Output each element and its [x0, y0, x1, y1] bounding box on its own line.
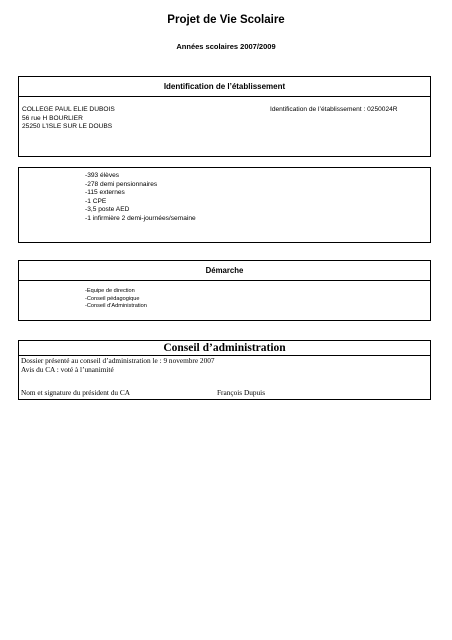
- stats-item: -1 infirmière 2 demi-journées/semaine: [85, 214, 196, 222]
- signature-label: Nom et signature du président du CA: [21, 388, 131, 397]
- stats-item: -1 CPE: [85, 197, 107, 205]
- demarche-header: Démarche: [19, 261, 430, 281]
- conseil-avis: Avis du CA : voté à l’unanimité: [21, 365, 114, 374]
- demarche-section: [18, 260, 431, 321]
- demarche-item: -Conseil pédagogique: [85, 295, 140, 302]
- identification-header: Identification de l’établissement: [19, 77, 430, 97]
- conseil-section: [18, 340, 431, 400]
- page-subtitle: Années scolaires 2007/2009: [176, 42, 276, 51]
- conseil-header: Conseil d’administration: [19, 341, 430, 356]
- stats-item: -115 externes: [85, 189, 125, 197]
- page-title: Projet de Vie Scolaire: [167, 14, 285, 26]
- identification-section: [18, 76, 431, 157]
- school-address-line1: 56 rue H BOURLIER: [22, 114, 83, 122]
- stats-item: -3,5 poste AED: [85, 206, 130, 214]
- stats-list: [85, 172, 196, 224]
- conseil-presented: Dossier présenté au conseil d’administration le : 9 novembre 2007: [21, 356, 215, 365]
- demarche-item: -Equipe de direction: [85, 288, 135, 294]
- school-id: Identification de l’établissement : 0250024R: [270, 106, 398, 113]
- stats-section: [18, 167, 431, 243]
- school-address-line2: 25250 L’ISLE SUR LE DOUBS: [22, 123, 113, 131]
- stats-item: -393 élèves: [85, 172, 120, 179]
- demarche-item: -Conseil d’Administration: [85, 303, 147, 310]
- demarche-list: [85, 288, 147, 311]
- stats-item: -278 demi pensionnaires: [85, 180, 158, 188]
- school-name: COLLEGE PAUL ELIE DUBOIS: [22, 106, 115, 113]
- president-name: François Dupuis: [217, 388, 266, 397]
